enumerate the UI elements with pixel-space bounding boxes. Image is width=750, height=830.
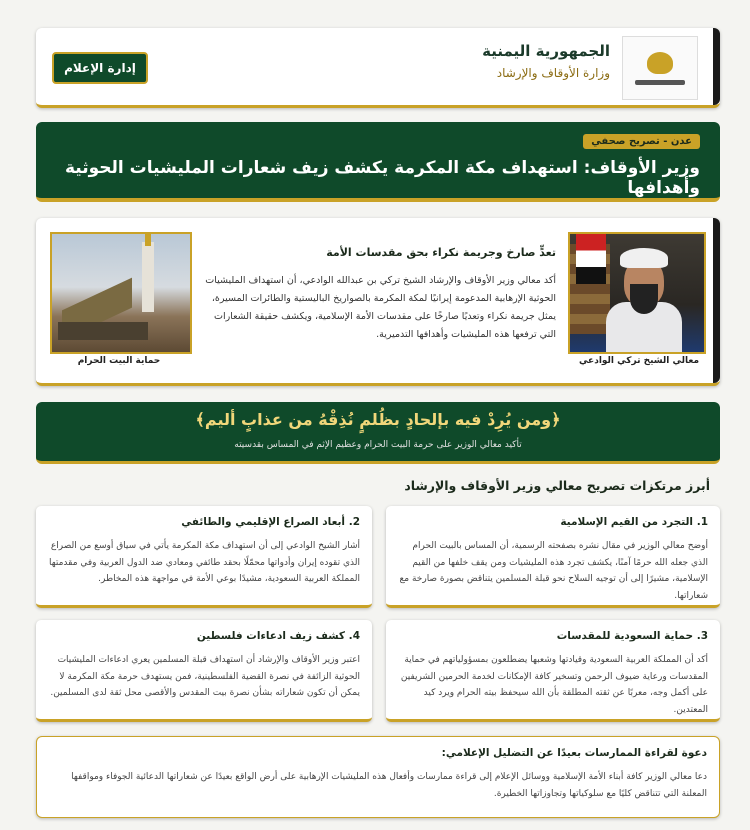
call-body: دعا معالي الوزير كافة أبناء الأمة الإسلامية ووسائل الإعلام إلى قراءة ممارسات وأفعال هذه المليشيات الإرهابية على أرض الواقع بعيدًا عن شعاراتها الدعائية الجوفاء ومواقفها المعلنة التي تتناقض كليًا مع سلوكياتها وتجاوزاتها الخطيرة. <box>71 772 707 799</box>
point-body: اعتبر وزير الأوقاف والإرشاد أن استهداف قبلة المسلمين يعري ادعاءات المليشيات الحوثية الزائفة في نصرة القضية الفلسطينية، فمن يستهدف حرمة مكة المكرمة لا يمكن أن تكون شعاراته بشأن نصرة بيت المقدس والأقصى محل ثقة لدى المسلمين. <box>50 655 360 699</box>
point-card <box>386 506 720 608</box>
story-body: أكد معالي وزير الأوقاف والإرشاد الشيخ تركي بن عبدالله الوادعي، أن استهداف المليشيات الحوثية الإرهابية المدعومة إيرانيًا لمكة المكرمة بالصواريخ الباليستية والطائرات المسيرة، يمثل جريمة نكراء وتعديًا صارخًا على مقدسات الأمة الإسلامية، ويكشف حقيقة الشعارات التي ترفعها هذه المليشيات وأهدافها التدميرية. <box>205 275 556 341</box>
point-card <box>386 620 720 722</box>
call-title: دعوة لقراءة الممارسات بعيدًا عن التضليل الإعلامي: <box>441 747 707 759</box>
header-card <box>36 28 720 108</box>
story-card <box>36 218 720 386</box>
verse-banner <box>36 402 720 464</box>
minister-caption: معالي الشيخ تركي الوادعي <box>578 356 700 366</box>
point-title: 2. أبعاد الصراع الإقليمي والطائفي <box>181 516 360 528</box>
header-title: الجمهورية اليمنية <box>482 42 610 60</box>
point-title: 4. كشف زيف ادعاءات فلسطين <box>196 630 360 642</box>
minister-photo <box>568 232 706 354</box>
logo-script <box>635 80 685 85</box>
point-card <box>36 506 372 608</box>
press-tag: عدن - تصريح صحفي <box>583 134 700 149</box>
haram-caption: حماية البيت الحرام <box>77 356 161 366</box>
point-title: 3. حماية السعودية للمقدسات <box>556 630 708 642</box>
yemen-flag <box>576 234 606 284</box>
point-body: أكد أن المملكة العربية السعودية وقيادتها وشعبها يضطلعون بمسؤولياتهم في حماية المقدسات ورعاية ضيوف الرحمن وتسخير كافة الإمكانات لخدمة الحرمين الشريفين على أكمل وجه، معربًا عن ثقته المطلقة بأن الله سيحفظ بيته الحرام ويرد كيد المعتدين. <box>400 655 708 715</box>
headline-banner <box>36 122 720 202</box>
media-department-button[interactable]: إدارة الإعلام <box>52 52 148 84</box>
quran-verse: ﴿ومن يُرِدْ فيه بإلحادٍ بظُلمٍ نُذِقْهُ من عذابٍ أليم﴾ <box>195 410 561 429</box>
section-title: أبرز مرتكزات تصريح معالي وزير الأوقاف والإرشاد <box>404 478 710 493</box>
point-body: أوضح معالي الوزير في مقال نشره بصفحته الرسمية، أن المساس بالبيت الحرام الذي جعله الله حرمًا آمنًا، يكشف تجرد هذه المليشيات ومن يقف خلفها من القيم الإسلامية، مشيرًا إلى أن توجيه السلاح نحو قبلة المسلمين يتناقض بصورة صارخة مع شعاراتها. <box>399 541 708 601</box>
verse-subtitle: تأكيد معالي الوزير على حرمة البيت الحرام وعظيم الإثم في المساس بقدسيته <box>234 440 522 450</box>
header-subtitle: وزارة الأوقاف والإرشاد <box>496 66 610 80</box>
clock-tower <box>142 242 154 312</box>
point-title: 1. التجرد من القيم الإسلامية <box>560 516 708 528</box>
card-edge <box>713 218 720 383</box>
point-card <box>36 620 372 722</box>
point-body: أشار الشيخ الوادعي إلى أن استهداف مكة المكرمة يأتي في سياق أوسع من الصراع الذي تقوده إيران وأدواتها محمّلًا بحقد طائفي ومعادي ضد الدول العربية وفي مقدمتها المملكة العربية السعودية، مشيدًا بوعي الأمة في مواجهة هذه المخاطر. <box>48 541 360 585</box>
call-card <box>36 736 720 818</box>
card-edge <box>713 28 720 105</box>
headline-text: وزير الأوقاف: استهداف مكة المكرمة يكشف زيف شعارات المليشيات الحوثية وأهدافها <box>65 158 700 198</box>
ministry-logo <box>622 36 698 100</box>
emblem-icon <box>647 52 673 74</box>
story-title: تعدٍّ صارخ وجريمة نكراء بحق مقدسات الأمة <box>326 246 556 259</box>
haram-defense-photo <box>50 232 192 354</box>
